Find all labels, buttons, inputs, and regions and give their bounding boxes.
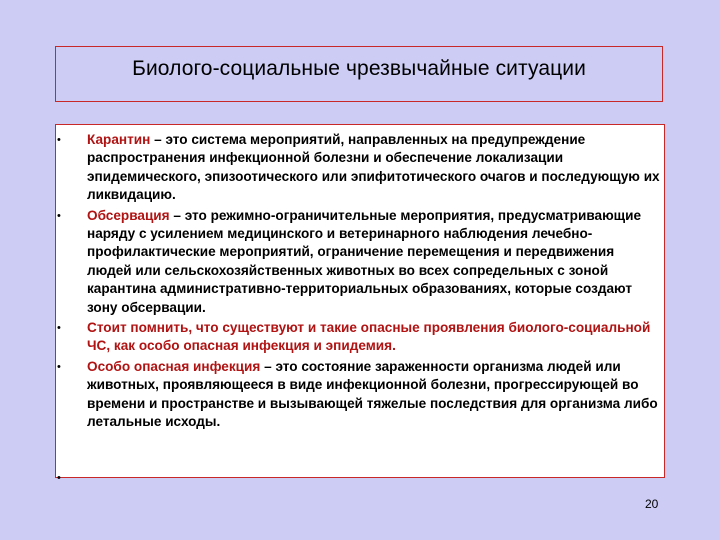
empty-bullet-icon: • (57, 472, 61, 484)
title-box (55, 46, 663, 102)
bullet-icon: • (57, 134, 61, 146)
term-quarantine: Карантин (87, 132, 151, 147)
term-dangerous-infection: Особо опасная инфекция (87, 358, 261, 374)
slide-title: Биолого-социальные чрезвычайные ситуации (132, 57, 586, 80)
list-item-observation (54, 207, 662, 317)
bullet-icon: • (57, 209, 61, 222)
definition-dangerous-infection: – это состояние зараженности организма людей или животных, проявляющееся в виде инфекционной болезни, прогрессирующей во времени и пространстве и вызывающей тяжелые последствия для организма либо летальные исходы. (87, 358, 658, 430)
term-observation: Обсервация (87, 207, 170, 223)
reminder-text: Стоит помнить, что существуют и такие опасные проявления биолого-социальной ЧС, как особо опасная инфекция и эпидемия. (87, 320, 651, 354)
definition-observation: – это режимно-ограничительные мероприятия, предусматривающие наряду с усилением медицинского и ветеринарного наблюдения лечебно-профилактические мероприятий, ограничение перемещения и передвижения людей или сельскохозяйственных животных во всех сопредельных с зоной карантина административно-территориальных образованиях, которые создают зону обсервации. (87, 207, 642, 315)
list-item-dangerous-infection (54, 358, 662, 432)
bullet-icon: • (57, 322, 61, 335)
list-item-quarantine (54, 131, 662, 205)
page-number: 20 (645, 497, 659, 511)
bullet-list (54, 131, 662, 432)
bullet-icon: • (57, 360, 61, 373)
definition-quarantine: – это система мероприятий, направленных на предупреждение распространения инфекционной болезни и обеспечение локализации эпидемического, эпизоотического или эпифитотического очагов и последующую их ликвидацию. (87, 132, 660, 203)
list-item-reminder (54, 319, 662, 356)
